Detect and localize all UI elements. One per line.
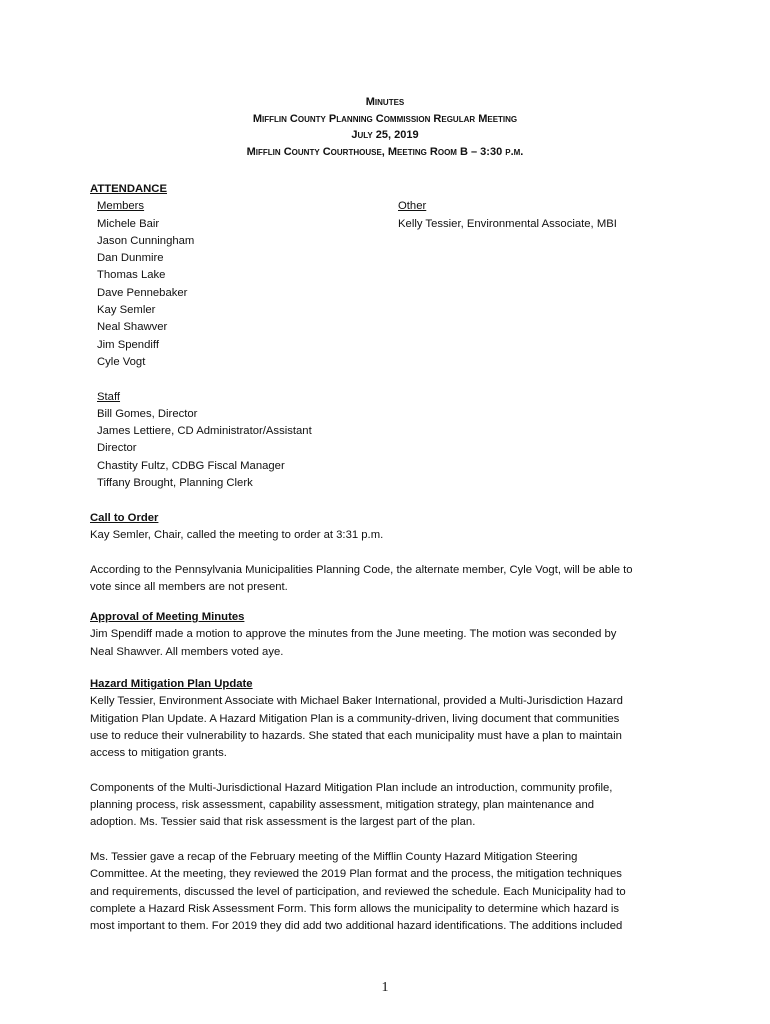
hazard-heading: Hazard Mitigation Plan Update bbox=[90, 678, 253, 690]
text-line: adoption. Ms. Tessier said that risk assessment is the largest part of the plan. bbox=[90, 816, 476, 829]
staff-member: Chastity Fultz, CDBG Fiscal Manager bbox=[97, 459, 285, 472]
blank-line bbox=[90, 545, 690, 562]
staff-member: Bill Gomes, Director bbox=[97, 407, 198, 420]
staff-member: James Lettiere, CD Administrator/Assistant bbox=[97, 425, 312, 438]
text-line: Mitigation Plan Update. A Hazard Mitigation Plan is a community-driven, living document that communities bbox=[90, 712, 620, 725]
approval-heading: Approval of Meeting Minutes bbox=[90, 611, 245, 623]
page-number: 1 bbox=[381, 980, 389, 995]
blank-line bbox=[90, 832, 690, 849]
header-title: Minutes bbox=[365, 96, 405, 108]
members-column bbox=[97, 198, 387, 371]
approval-body bbox=[90, 626, 690, 661]
member-name: Jason Cunningham bbox=[97, 234, 195, 247]
member-name: Cyle Vogt bbox=[97, 355, 146, 368]
text-line: Components of the Multi-Jurisdictional Hazard Mitigation Plan include an introduction, community profile, bbox=[90, 781, 613, 794]
other-attendee: Kelly Tessier, Environmental Associate, MBI bbox=[398, 217, 617, 230]
text-line: vote since all members are not present. bbox=[90, 581, 288, 594]
staff-member-continuation: Director bbox=[97, 442, 137, 455]
member-name: Dave Pennebaker bbox=[97, 286, 188, 299]
text-line: Neal Shawver. All members voted aye. bbox=[90, 645, 284, 658]
member-name: Thomas Lake bbox=[97, 269, 166, 282]
attendance-heading: ATTENDANCE bbox=[90, 183, 167, 195]
text-line: planning process, risk assessment, capability assessment, mitigation strategy, plan maintenance and bbox=[90, 799, 595, 812]
text-line: Ms. Tessier gave a recap of the February meeting of the Mifflin County Hazard Mitigation Steering bbox=[90, 850, 578, 863]
call-to-order-heading: Call to Order bbox=[90, 512, 159, 524]
other-heading: Other bbox=[398, 200, 427, 213]
call-to-order-section bbox=[90, 510, 690, 596]
text-line: According to the Pennsylvania Municipalities Planning Code, the alternate member, Cyle Vogt, will be able to bbox=[90, 563, 633, 576]
attendance-section bbox=[90, 181, 690, 490]
document-header bbox=[0, 94, 770, 160]
member-name: Kay Semler bbox=[97, 304, 156, 317]
other-column bbox=[398, 198, 688, 233]
header-date: July 25, 2019 bbox=[351, 129, 419, 141]
member-name: Jim Spendiff bbox=[97, 338, 159, 351]
staff-column bbox=[97, 389, 387, 493]
staff-member: Tiffany Brought, Planning Clerk bbox=[97, 477, 253, 490]
text-line: Kelly Tessier, Environment Associate with Michael Baker International, provided a Multi-Jurisdiction Hazard bbox=[90, 695, 623, 708]
approval-section bbox=[90, 609, 690, 661]
hazard-section bbox=[90, 676, 690, 935]
blank-line bbox=[90, 762, 690, 779]
staff-heading: Staff bbox=[97, 390, 121, 403]
text-line: Jim Spendiff made a motion to approve the minutes from the June meeting. The motion was seconded by bbox=[90, 628, 617, 641]
text-line: use to reduce their vulnerability to hazards. She stated that each municipality must have a plan to maintain bbox=[90, 729, 622, 742]
hazard-body bbox=[90, 693, 690, 935]
text-line: access to mitigation grants. bbox=[90, 747, 227, 760]
text-line: most important to them. For 2019 they did add two additional hazard identifications. The additions included bbox=[90, 920, 623, 933]
text-line: Kay Semler, Chair, called the meeting to order at 3:31 p.m. bbox=[90, 529, 384, 542]
text-line: and requirements, discussed the level of participation, and reviewed the schedule. Each Municipality had to bbox=[90, 885, 626, 898]
text-line: Committee. At the meeting, they reviewed the 2019 Plan format and the process, the mitigation techniques bbox=[90, 868, 622, 881]
text-line: complete a Hazard Risk Assessment Form. This form allows the municipality to determine which hazard is bbox=[90, 902, 620, 915]
header-location: Mifflin County Courthouse, Meeting Room B – 3:30 p.m. bbox=[246, 145, 524, 158]
call-to-order-body bbox=[90, 527, 690, 596]
member-name: Michele Bair bbox=[97, 217, 160, 230]
header-commission: Mifflin County Planning Commission Regular Meeting bbox=[252, 112, 518, 125]
member-name: Dan Dunmire bbox=[97, 252, 164, 265]
members-heading: Members bbox=[97, 200, 145, 213]
member-name: Neal Shawver bbox=[97, 321, 168, 334]
